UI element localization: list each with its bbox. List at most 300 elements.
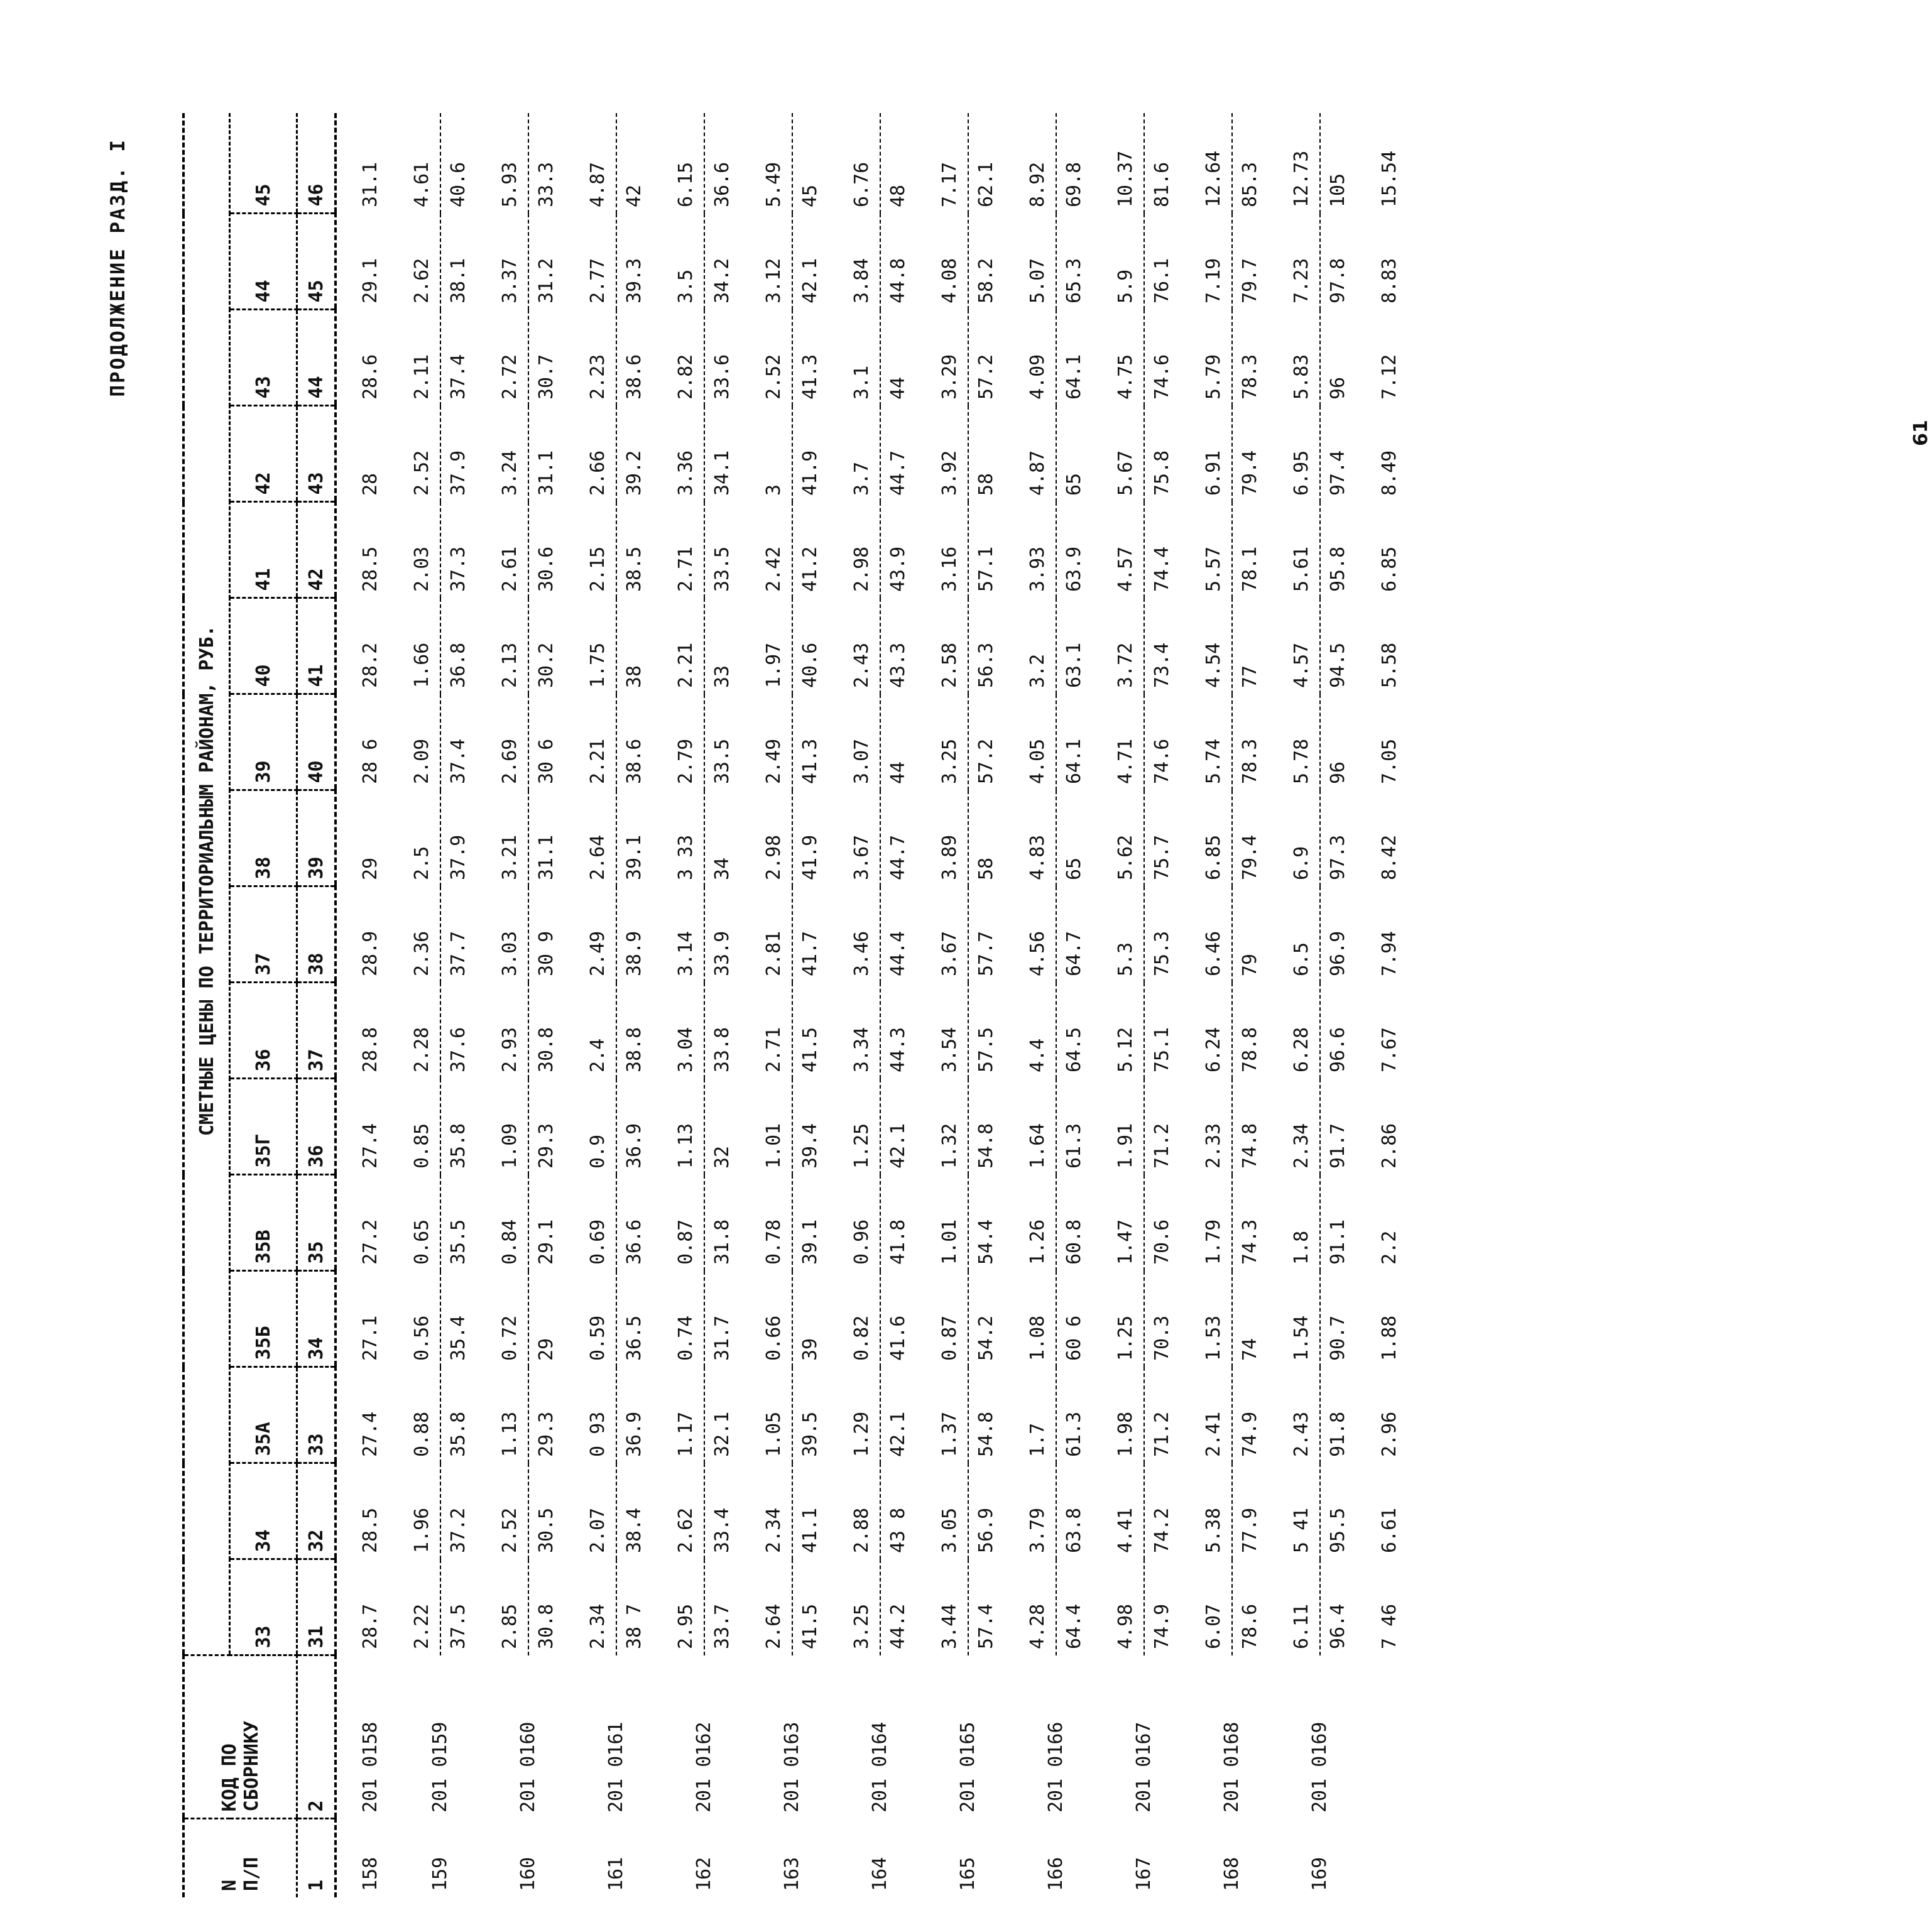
value-cell: 31.8 xyxy=(704,1175,740,1271)
value-cell: 4.57 xyxy=(1115,546,1137,592)
value-cell: 97.3 xyxy=(1320,790,1356,886)
value-cell: 2.86 xyxy=(1378,1123,1400,1169)
value-cell: 35.5 xyxy=(440,1175,476,1271)
value-cell: 2.61 xyxy=(499,546,521,592)
value-cell: 6.76 xyxy=(851,161,873,207)
value-cell: 28.2 xyxy=(359,642,381,688)
value-cell: 58 xyxy=(968,406,1004,502)
value-cell: 4.08 xyxy=(939,258,961,303)
value-cell: 5.67 xyxy=(1115,450,1137,496)
column-number: 43 xyxy=(297,406,336,502)
value-cell: 29.3 xyxy=(528,1079,564,1175)
value-cell: 64.1 xyxy=(1056,694,1092,790)
row-number: 158 xyxy=(359,1857,381,1891)
value-cell: 1.32 xyxy=(939,1123,961,1169)
value-cell: 37.9 xyxy=(440,406,476,502)
value-cell: 27.4 xyxy=(359,1411,381,1457)
value-cell: 41.8 xyxy=(880,1175,916,1271)
value-cell: 3.29 xyxy=(939,354,961,400)
value-cell: 33.5 xyxy=(704,694,740,790)
value-cell: 35.4 xyxy=(440,1271,476,1367)
value-cell: 0.56 xyxy=(411,1315,433,1361)
value-cell: 41.1 xyxy=(792,1463,828,1559)
value-cell: 33.9 xyxy=(704,886,740,983)
district-header-row xyxy=(230,113,297,1897)
value-cell: 29 xyxy=(359,857,381,880)
value-cell: 4.87 xyxy=(1027,450,1049,496)
value-cell: 2.07 xyxy=(587,1507,609,1553)
value-cell: 12.73 xyxy=(1291,150,1313,207)
value-cell: 64.7 xyxy=(1056,886,1092,983)
row-code: 201 0162 xyxy=(693,1721,715,1813)
value-cell: 4.4 xyxy=(1027,1038,1049,1072)
value-cell: 78.3 xyxy=(1232,310,1268,406)
value-cell: 48 xyxy=(880,113,916,214)
value-cell: 5.78 xyxy=(1291,738,1313,784)
value-cell: 96.4 xyxy=(1320,1559,1356,1655)
value-cell: 6.95 xyxy=(1291,450,1313,496)
column-number: 2 xyxy=(297,1655,336,1819)
value-cell: 33.5 xyxy=(704,502,740,598)
value-cell: 5.57 xyxy=(1203,546,1225,592)
value-cell: 6.15 xyxy=(675,161,697,207)
value-cell: 74.9 xyxy=(1144,1559,1180,1655)
value-cell: 2.34 xyxy=(1291,1123,1313,1169)
value-cell: 79 xyxy=(1232,886,1268,983)
row-number: 169 xyxy=(1309,1857,1331,1891)
row-number: 166 xyxy=(1045,1857,1067,1891)
value-cell: 4.54 xyxy=(1203,642,1225,688)
value-cell: 4.83 xyxy=(1027,834,1049,880)
value-cell: 79.7 xyxy=(1232,214,1268,310)
value-cell: 36.6 xyxy=(704,113,740,214)
value-cell: 73.4 xyxy=(1144,598,1180,694)
table-row xyxy=(740,113,792,1897)
value-cell: 4.71 xyxy=(1115,738,1137,784)
value-cell: 3.2 xyxy=(1027,653,1049,688)
value-cell: 30.2 xyxy=(528,598,564,694)
value-cell: 31.7 xyxy=(704,1271,740,1367)
column-number: 41 xyxy=(297,598,336,694)
value-cell: 74 xyxy=(1232,1271,1268,1367)
value-cell: 56.3 xyxy=(968,598,1004,694)
value-cell: 37.9 xyxy=(440,790,476,886)
value-cell: 54.2 xyxy=(968,1271,1004,1367)
value-cell: 1.17 xyxy=(675,1411,697,1457)
page-header: ПРОДОЛЖЕНИЕ РАЗД. I xyxy=(107,138,129,397)
row-number: 159 xyxy=(429,1857,451,1891)
value-cell: 5.93 xyxy=(499,161,521,207)
value-cell: 0.87 xyxy=(939,1315,961,1361)
value-cell: 85.3 xyxy=(1232,113,1268,214)
value-cell: 3.16 xyxy=(939,546,961,592)
value-cell: 1.53 xyxy=(1203,1315,1225,1361)
value-cell: 57.1 xyxy=(968,502,1004,598)
value-cell: 4.28 xyxy=(1027,1603,1049,1649)
row-code: 201 0169 xyxy=(1309,1721,1331,1813)
column-number: 38 xyxy=(297,886,336,983)
value-cell: 7.05 xyxy=(1378,738,1400,784)
value-cell: 6.07 xyxy=(1203,1603,1225,1649)
value-cell: 42.1 xyxy=(792,214,828,310)
value-cell: 6.28 xyxy=(1291,1027,1313,1072)
value-cell: 5.62 xyxy=(1115,834,1137,880)
value-cell: 3.7 xyxy=(851,461,873,496)
value-cell: 44.7 xyxy=(880,790,916,886)
value-cell: 0.82 xyxy=(851,1315,873,1361)
value-cell: 57.2 xyxy=(968,310,1004,406)
value-cell: 74.3 xyxy=(1232,1175,1268,1271)
value-cell: 4.05 xyxy=(1027,738,1049,784)
value-cell: 60.8 xyxy=(1056,1175,1092,1271)
value-cell: 2.52 xyxy=(411,450,433,496)
value-cell: 3.79 xyxy=(1027,1507,1049,1553)
value-cell: 27.2 xyxy=(359,1219,381,1265)
value-cell: 36.5 xyxy=(616,1271,652,1367)
value-cell: 94.5 xyxy=(1320,598,1356,694)
value-cell: 28.5 xyxy=(359,1507,381,1553)
value-cell: 5.12 xyxy=(1115,1027,1137,1072)
value-cell: 29.1 xyxy=(359,258,381,303)
column-number: 46 xyxy=(297,113,336,214)
value-cell: 32 xyxy=(704,1079,740,1175)
value-cell: 76.1 xyxy=(1144,214,1180,310)
value-cell: 81.6 xyxy=(1144,113,1180,214)
value-cell: 37.4 xyxy=(440,310,476,406)
value-cell: 36.9 xyxy=(616,1079,652,1175)
table-row-secondary xyxy=(792,113,828,1897)
value-cell: 1.98 xyxy=(1115,1411,1137,1457)
value-cell: 44.3 xyxy=(880,983,916,1079)
value-cell: 95.5 xyxy=(1320,1463,1356,1559)
value-cell: 2.64 xyxy=(587,834,609,880)
table-row-secondary xyxy=(1232,113,1268,1897)
value-cell: 38 xyxy=(616,598,652,694)
value-cell: 38.4 xyxy=(616,1463,652,1559)
value-cell: 65.3 xyxy=(1056,214,1092,310)
value-cell: 5.3 xyxy=(1115,942,1137,976)
column-number: 42 xyxy=(297,502,336,598)
value-cell: 38.6 xyxy=(616,310,652,406)
value-cell: 1.54 xyxy=(1291,1315,1313,1361)
row-code: 201 0168 xyxy=(1221,1721,1243,1813)
value-cell: 28.5 xyxy=(359,546,381,592)
value-cell: 3 xyxy=(763,484,785,496)
table-row-secondary xyxy=(616,113,652,1897)
value-cell: 58 xyxy=(968,790,1004,886)
value-cell: 7.17 xyxy=(939,161,961,207)
value-cell: 74.2 xyxy=(1144,1463,1180,1559)
value-cell: 41.3 xyxy=(792,310,828,406)
table-row xyxy=(336,113,388,1897)
value-cell: 45 xyxy=(792,113,828,214)
table-row xyxy=(388,113,440,1897)
value-cell: 91.7 xyxy=(1320,1079,1356,1175)
value-cell: 39.3 xyxy=(616,214,652,310)
value-cell: 0.9 xyxy=(587,1134,609,1169)
value-cell: 28.7 xyxy=(359,1603,381,1649)
value-cell: 75.1 xyxy=(1144,983,1180,1079)
table-row xyxy=(1004,113,1056,1897)
value-cell: 3.21 xyxy=(499,834,521,880)
value-cell: 39.1 xyxy=(616,790,652,886)
value-cell: 39.4 xyxy=(792,1079,828,1175)
value-cell: 40.6 xyxy=(792,598,828,694)
row-code: 201 0166 xyxy=(1045,1721,1067,1813)
value-cell: 54.8 xyxy=(968,1367,1004,1463)
value-cell: 0.69 xyxy=(587,1219,609,1265)
value-cell: 3.67 xyxy=(851,834,873,880)
value-cell: 60 6 xyxy=(1056,1271,1092,1367)
value-cell: 12.64 xyxy=(1203,150,1225,207)
value-cell: 1.29 xyxy=(851,1411,873,1457)
value-cell: 34.1 xyxy=(704,406,740,502)
value-cell: 75.7 xyxy=(1144,790,1180,886)
value-cell: 4.57 xyxy=(1291,642,1313,688)
value-cell: 3.5 xyxy=(675,269,697,303)
value-cell: 54.8 xyxy=(968,1079,1004,1175)
column-number: 37 xyxy=(297,983,336,1079)
value-cell: 8.92 xyxy=(1027,161,1049,207)
value-cell: 62.1 xyxy=(968,113,1004,214)
value-cell: 74.6 xyxy=(1144,310,1180,406)
value-cell: 2.09 xyxy=(411,738,433,784)
col-header-n: N П/П xyxy=(183,1819,297,1897)
value-cell: 2.58 xyxy=(939,642,961,688)
value-cell: 1.01 xyxy=(939,1219,961,1265)
value-cell: 2.28 xyxy=(411,1027,433,1072)
value-cell: 10.37 xyxy=(1115,150,1137,207)
value-cell: 36.6 xyxy=(616,1175,652,1271)
value-cell: 2.4 xyxy=(587,1038,609,1072)
value-cell: 4.09 xyxy=(1027,354,1049,400)
value-cell: 39.5 xyxy=(792,1367,828,1463)
value-cell: 4.75 xyxy=(1115,354,1137,400)
value-cell: 5.07 xyxy=(1027,258,1049,303)
value-cell: 2.77 xyxy=(587,258,609,303)
value-cell: 0.66 xyxy=(763,1315,785,1361)
value-cell: 79.4 xyxy=(1232,790,1268,886)
table-header xyxy=(183,113,336,1897)
value-cell: 36.9 xyxy=(616,1367,652,1463)
table-row xyxy=(652,113,704,1897)
value-cell: 4.61 xyxy=(411,161,433,207)
table-row-secondary xyxy=(1320,113,1356,1897)
row-code: 201 0159 xyxy=(429,1721,451,1813)
value-cell: 3.24 xyxy=(499,450,521,496)
table-row-secondary xyxy=(440,113,476,1897)
value-cell: 42 xyxy=(616,113,652,214)
value-cell: 97.4 xyxy=(1320,406,1356,502)
value-cell: 35.8 xyxy=(440,1079,476,1175)
value-cell: 38.1 xyxy=(440,214,476,310)
column-number: 33 xyxy=(297,1367,336,1463)
value-cell: 2.49 xyxy=(587,930,609,976)
value-cell: 2.36 xyxy=(411,930,433,976)
value-cell: 2.21 xyxy=(587,738,609,784)
value-cell: 75.3 xyxy=(1144,886,1180,983)
value-cell: 2.34 xyxy=(587,1603,609,1649)
value-cell: 57.2 xyxy=(968,694,1004,790)
value-cell: 74.9 xyxy=(1232,1367,1268,1463)
value-cell: 2.64 xyxy=(763,1603,785,1649)
value-cell: 38.9 xyxy=(616,886,652,983)
value-cell: 74.4 xyxy=(1144,502,1180,598)
value-cell: 3.05 xyxy=(939,1507,961,1553)
value-cell: 1.26 xyxy=(1027,1219,1049,1265)
column-number: 32 xyxy=(297,1463,336,1559)
table-row-secondary xyxy=(880,113,916,1897)
value-cell: 5.58 xyxy=(1378,642,1400,688)
table-row xyxy=(916,113,968,1897)
value-cell: 2.43 xyxy=(1291,1411,1313,1457)
value-cell: 6.85 xyxy=(1378,546,1400,592)
value-cell: 96.6 xyxy=(1320,983,1356,1079)
value-cell: 0.96 xyxy=(851,1219,873,1265)
value-cell: 91.1 xyxy=(1320,1175,1356,1271)
value-cell: 2.62 xyxy=(675,1507,697,1553)
value-cell: 30.6 xyxy=(528,502,564,598)
value-cell: 0.84 xyxy=(499,1219,521,1265)
value-cell: 2.81 xyxy=(763,930,785,976)
value-cell: 37.7 xyxy=(440,886,476,983)
price-table-container xyxy=(182,113,1407,1897)
value-cell: 7.23 xyxy=(1291,258,1313,303)
district-header: 34 xyxy=(230,1463,297,1559)
value-cell: 3.12 xyxy=(763,258,785,303)
value-cell: 41.3 xyxy=(792,694,828,790)
value-cell: 2.82 xyxy=(675,354,697,400)
value-cell: 41.9 xyxy=(792,406,828,502)
value-cell: 71.2 xyxy=(1144,1367,1180,1463)
value-cell: 33.7 xyxy=(704,1559,740,1655)
value-cell: 65 xyxy=(1056,790,1092,886)
value-cell: 77.9 xyxy=(1232,1463,1268,1559)
value-cell: 57.5 xyxy=(968,983,1004,1079)
district-header: 33 xyxy=(230,1559,297,1655)
table-row xyxy=(828,113,880,1897)
value-cell: 37.6 xyxy=(440,983,476,1079)
value-cell: 4.87 xyxy=(587,161,609,207)
column-number: 35 xyxy=(297,1175,336,1271)
value-cell: 41.9 xyxy=(792,790,828,886)
value-cell: 5.49 xyxy=(763,161,785,207)
value-cell: 77 xyxy=(1232,598,1268,694)
table-row-secondary xyxy=(1144,113,1180,1897)
value-cell: 27.4 xyxy=(359,1123,381,1169)
value-cell: 38 7 xyxy=(616,1559,652,1655)
value-cell: 7.12 xyxy=(1378,354,1400,400)
value-cell: 0.74 xyxy=(675,1315,697,1361)
value-cell: 2.62 xyxy=(411,258,433,303)
value-cell: 44 xyxy=(880,694,916,790)
value-cell: 1.91 xyxy=(1115,1123,1137,1169)
value-cell: 31.1 xyxy=(528,406,564,502)
value-cell: 32.1 xyxy=(704,1367,740,1463)
value-cell: 27.1 xyxy=(359,1315,381,1361)
value-cell: 3.36 xyxy=(675,450,697,496)
row-code xyxy=(1356,1655,1407,1819)
value-cell: 75.8 xyxy=(1144,406,1180,502)
value-cell: 41.5 xyxy=(792,983,828,1079)
value-cell: 1.96 xyxy=(411,1507,433,1553)
value-cell: 0.59 xyxy=(587,1315,609,1361)
value-cell: 2.22 xyxy=(411,1603,433,1649)
value-cell: 29.3 xyxy=(528,1367,564,1463)
value-cell: 1.08 xyxy=(1027,1315,1049,1361)
value-cell: 38.5 xyxy=(616,502,652,598)
value-cell: 5.9 xyxy=(1115,269,1137,303)
district-header: 45 xyxy=(252,183,275,207)
row-number: 165 xyxy=(957,1857,979,1891)
value-cell: 33.6 xyxy=(704,310,740,406)
column-number: 36 xyxy=(297,1079,336,1175)
column-number: 45 xyxy=(297,214,336,310)
value-cell: 64.5 xyxy=(1056,983,1092,1079)
value-cell: 40.6 xyxy=(440,113,476,214)
value-cell: 97.8 xyxy=(1320,214,1356,310)
row-number: 160 xyxy=(517,1857,539,1891)
district-header: 44 xyxy=(230,214,297,310)
value-cell: 30 6 xyxy=(528,694,564,790)
value-cell: 61.3 xyxy=(1056,1079,1092,1175)
value-cell: 96 xyxy=(1320,310,1356,406)
value-cell: 4.56 xyxy=(1027,930,1049,976)
value-cell: 5 41 xyxy=(1291,1507,1313,1553)
value-cell: 6.5 xyxy=(1291,942,1313,976)
value-cell: 28.8 xyxy=(359,1027,381,1072)
value-cell: 2.71 xyxy=(763,1027,785,1072)
value-cell: 78.6 xyxy=(1232,1559,1268,1655)
value-cell: 2.2 xyxy=(1378,1230,1400,1265)
value-cell: 1.01 xyxy=(763,1123,785,1169)
value-cell: 0.72 xyxy=(499,1315,521,1361)
value-cell: 34 xyxy=(704,790,740,886)
value-cell: 3.04 xyxy=(675,1027,697,1072)
value-cell: 31.2 xyxy=(528,214,564,310)
value-cell: 69.8 xyxy=(1056,113,1092,214)
value-cell: 61.3 xyxy=(1056,1367,1092,1463)
value-cell: 54.4 xyxy=(968,1175,1004,1271)
table-row xyxy=(1356,113,1407,1897)
value-cell: 28 xyxy=(359,472,381,496)
value-cell: 0 93 xyxy=(587,1411,609,1457)
row-number xyxy=(1356,1819,1407,1897)
column-number: 39 xyxy=(297,790,336,886)
value-cell: 1.79 xyxy=(1203,1219,1225,1265)
value-cell: 2.15 xyxy=(587,546,609,592)
value-cell: 6.61 xyxy=(1378,1507,1400,1553)
value-cell: 7.94 xyxy=(1378,930,1400,976)
column-number: 44 xyxy=(297,310,336,406)
value-cell: 3.37 xyxy=(499,258,521,303)
value-cell: 5.83 xyxy=(1291,354,1313,400)
value-cell: 30.8 xyxy=(528,983,564,1079)
value-cell: 28.9 xyxy=(359,930,381,976)
value-cell: 2.34 xyxy=(763,1507,785,1553)
value-cell: 64.1 xyxy=(1056,310,1092,406)
value-cell: 3.67 xyxy=(939,930,961,976)
row-code: 201 0163 xyxy=(781,1721,803,1813)
value-cell: 70.3 xyxy=(1144,1271,1180,1367)
value-cell: 3.03 xyxy=(499,930,521,976)
value-cell: 2.71 xyxy=(675,546,697,592)
value-cell: 3.89 xyxy=(939,834,961,880)
value-cell: 71.2 xyxy=(1144,1079,1180,1175)
col-header-code: КОД ПО СБОРНИКУ xyxy=(183,1655,297,1819)
table-row-secondary xyxy=(1056,113,1092,1897)
value-cell: 38.8 xyxy=(616,983,652,1079)
